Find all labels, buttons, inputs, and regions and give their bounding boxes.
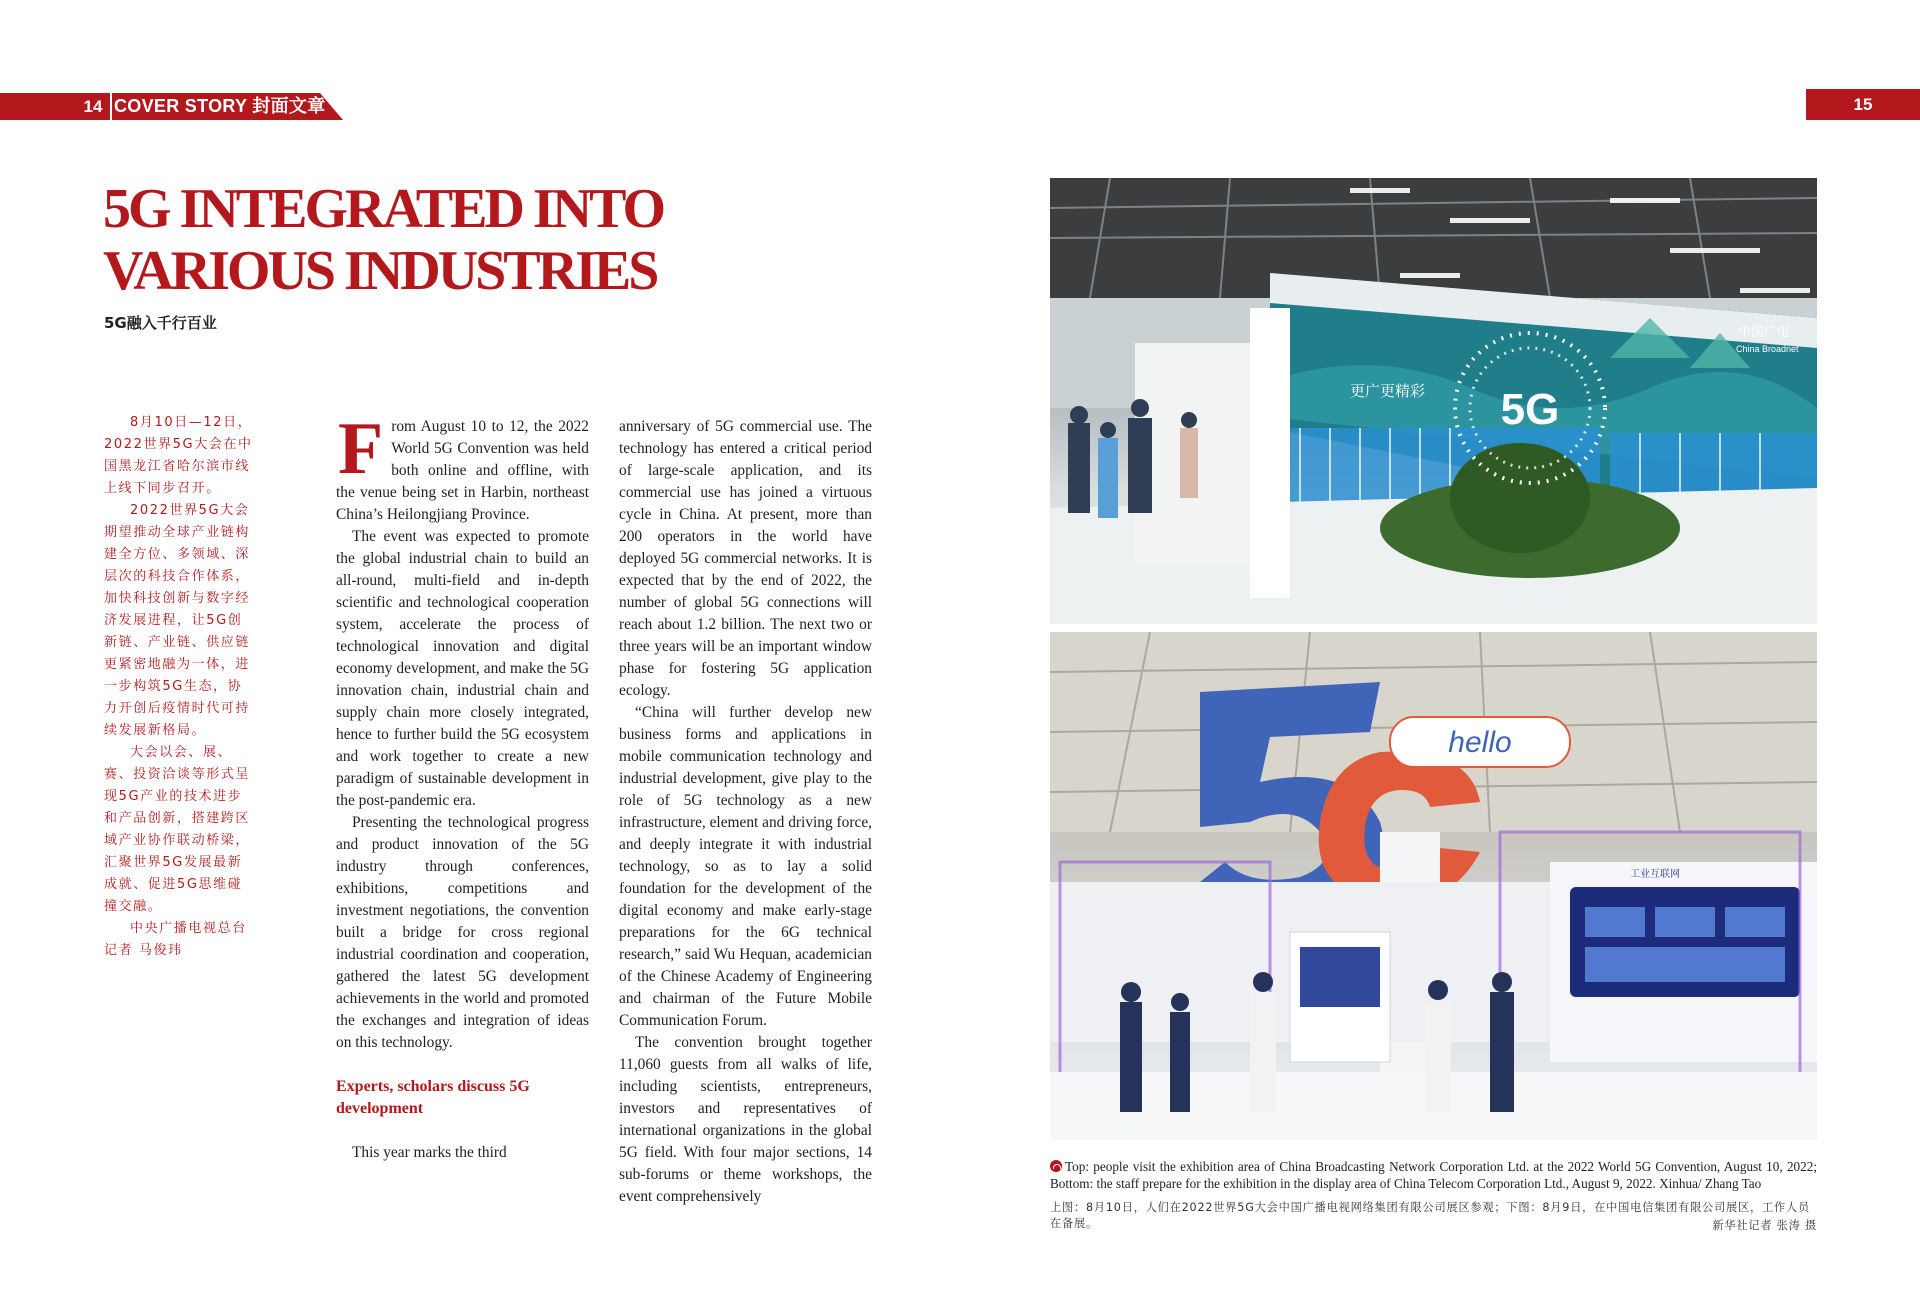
body-paragraph: The convention brought together 11,060 guests from all walks of life, including scientists, entrepreneurs, investors and representatives of international organizations in the global 5G field. With four major sections, 14 sub-forums or theme workshops, the event comprehensively: [619, 1034, 872, 1205]
summary-paragraph: 大会以会、展、赛、投资洽谈等形式呈现5G产业的技术进步和产品创新，搭建跨区域产业协作联动桥梁，汇聚世界5G发展最新成就、促进5G思维碰撞交融。: [104, 745, 251, 914]
drop-cap: F: [338, 408, 384, 490]
body-column-2: [619, 416, 872, 1208]
right-page-number: 15: [1853, 95, 1873, 114]
bottom-photo-hello: hello: [1448, 726, 1512, 759]
article-subtitle-cn: 5G融入千行百业: [104, 314, 217, 332]
photo-caption-cn: 上图：8月10日，人们在2022世界5G大会中国广播电视网络集团有限公司展区参观；下图：8月9日，在中国电信集团有限公司展区，工作人员在备展。: [1050, 1201, 1810, 1230]
top-photo-sign-cn: 更广更精彩: [1350, 382, 1426, 400]
summary-credit: 中央广播电视总台记者 马俊玮: [104, 921, 247, 958]
top-photo-5g-badge: 5G: [1500, 385, 1560, 434]
bottom-photo-illustration: [1050, 632, 1817, 1140]
body-paragraph: anniversary of 5G commercial use. The technology has entered a critical period of large-scale application, and its commercial use has joined a virtuous cycle in China. At present, more than 200 operators in the world have deployed 5G commercial networks. It is expected that by the end of 2022, the number of global 5G connections will reach about 1.2 billion. The next two or three years will be an important window phase for fostering 5G application ecology.: [619, 418, 872, 699]
top-photo: [1050, 178, 1817, 624]
chinese-summary: [104, 412, 256, 962]
left-page-number: 14: [76, 93, 112, 120]
article-title: 5G INTEGRATED INTO VARIOUS INDUSTRIES: [103, 178, 664, 302]
body-paragraph: The event was expected to promote the global industrial chain to build an all-round, multi-field and in-depth scientific and technological cooperation system, accelerate the process of technological innovation and digital economy development, and make the 5G innovation chain, industrial chain and supply chain more closely integrated, hence to further build the 5G ecosystem and work together to create a new paradigm of sustainable development in the post-pandemic era.: [336, 528, 589, 809]
body-column-1: [336, 408, 589, 1164]
body-paragraph: Presenting the technological progress and product innovation of the 5G industry through conferences, exhibitions, competitions and investment negotiations, the convention built a bridge for cross regional industrial coordination and cooperation, gathered the latest 5G development achievements in the world and promoted the exchanges and integration of ideas on this technology.: [336, 814, 589, 1051]
body-paragraph: This year marks the third: [352, 1144, 507, 1161]
bottom-photo: [1050, 632, 1817, 1140]
body-paragraph: [336, 408, 589, 526]
photo-credit-cn: 新华社记者 张涛 摄: [1712, 1219, 1817, 1232]
body-paragraph: “China will further develop new business forms and applications in mobile communication technology and industrial development, give play to the role of 5G technology as a new infrastructure, element and driving force, and deeply integrate it with industrial technology, so as to lay a solid foundation for the development of the digital economy and make early-stage preparations for the 6G technical research,” said Wu Hequan, academician of the Chinese Academy of Engineering and chairman of the Future Mobile Communication Forum.: [619, 704, 872, 1029]
section-label: COVER STORY 封面文章: [114, 96, 326, 116]
summary-paragraph: 8月10日—12日，2022世界5G大会在中国黑龙江省哈尔滨市线上线下同步召开。: [104, 415, 253, 496]
summary-paragraph: 2022世界5G大会期望推动全球产业链构建全方位、多领域、深层次的科技合作体系，加快科技创新与数字经济发展进程，让5G创新链、产业链、供应链更紧密地融为一体，进一步构筑5G生态，协力开创后疫情时代可持续发展新格局。: [104, 503, 251, 738]
bottom-photo-panel-label: 工业互联网: [1630, 869, 1680, 880]
paragraph-text: rom August 10 to 12, the 2022 World 5G Convention was held both online and offline, with the venue being set in Harbin, northeast China’s Heilongjiang Province.: [336, 418, 589, 523]
top-photo-illustration: [1050, 178, 1817, 624]
section-subheading: Experts, scholars discuss 5G development: [336, 1078, 530, 1117]
top-photo-brand-cn: 中国广电: [1738, 325, 1791, 340]
camera-icon: [1050, 1160, 1062, 1172]
photo-caption-en: [1050, 1158, 1817, 1192]
top-photo-brand-en: China Broadnet: [1736, 344, 1799, 354]
caption-text: Top: people visit the exhibition area of China Broadcasting Network Corporation Ltd. at the 2022 World 5G Convention, August 10, 2022; Bottom: the staff prepare for the exhibition in the display area of China Telecom Corporation Ltd., August 9, 2022. Xinhua/ Zhang Tao: [1050, 1159, 1817, 1191]
